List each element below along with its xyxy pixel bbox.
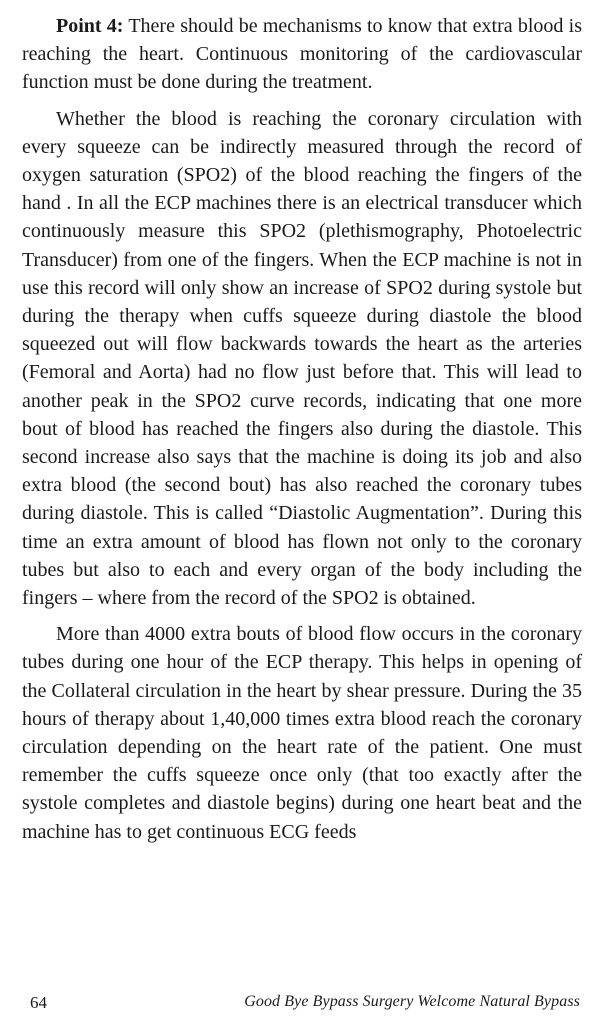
point-heading: Point 4: [56,15,124,37]
paragraph-spo2-measurement [22,105,582,613]
page-number: 64 [30,993,47,1012]
paragraph-text: More than 4000 extra bouts of blood flow occurs in the coronary tubes during one hour of the ECP therapy. This helps in opening of the Collateral circulation in the heart by shear pressure. During the 35 hours of therapy about 1,40,000 times extra blood reach the coronary circulation depending on the heart rate of the patient. One must remember the cuffs squeeze once only (that too exactly after the systole completes and diastole begins) during one heart beat and the machine has to get continuous ECG feeds [22,623,582,843]
body-text [22,12,582,854]
paragraph-text: Whether the blood is reaching the coronary circulation with every squeeze can be indirectly measured through the record of oxygen saturation (SPO2) of the blood reaching the fingers of the hand . In all the ECP machines there is an electrical transducer which continuously measure this SPO2 (plethismography, Photoelectric Transducer) from one of the fingers. When the ECP machine is not in use this record will only show an increase of SPO2 during systole but during the therapy when cuffs squeeze during diastole the blood squeezed out will flow backwards towards the heart as the arteries (Femoral and Aorta) had no flow just before that. This will lead to another peak in the SPO2 curve records, indicating that one more bout of blood has reached the fingers also during the diastole. This second increase also says that the machine is doing its job and also extra blood (the second bout) has also reached the coronary tubes during diastole. This is called “Diastolic Augmentation”. During this time an extra amount of blood has flown not only to the coronary tubes but also to each and every organ of the body including the fingers – where from the record of the SPO2 is obtained. [22,107,582,610]
paragraph-text: There should be mechanisms to know that extra blood is reaching the heart. Continuous monitoring of the cardiovascular function must be done during the treatment. [22,15,582,94]
paragraph-blood-flow-bouts [22,620,582,846]
running-footer-title: Good Bye Bypass Surgery Welcome Natural Bypass [244,993,580,1010]
paragraph-point-4 [22,12,582,97]
